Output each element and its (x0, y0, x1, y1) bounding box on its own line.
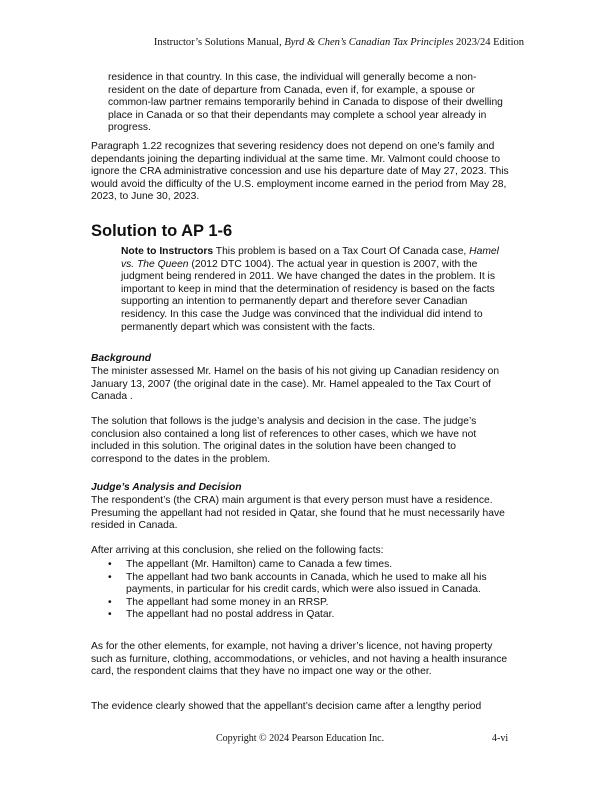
list-item: • The appellant had two bank accounts in Canada, which he used to make all his payments, in particular for his credit cards, which were also issued in Canada. (108, 572, 510, 597)
header-book-title: Byrd & Chen’s Canadian Tax Principles (284, 37, 454, 48)
header-prefix: Instructor’s Solutions Manual, (153, 37, 285, 48)
continued-quote: residence in that country. In this case, the individual will generally become a non-resident on the date of departure from Canada, even if, for example, a spouse or common-law partner remains temporarily behind in Canada to dispose of their dwelling place in Canada or so that their dependants may complete a school year already in progress. (108, 72, 503, 134)
analysis-paragraph-3: As for the other elements, for example, not having a driver’s licence, not having property such as furniture, clothing, accommodations, or vehicles, and not having a health insurance card, the respondent claims that they have no impact one way or the other. (91, 641, 508, 678)
solution-title: Solution to AP 1-6 (91, 222, 233, 240)
analysis-paragraph-1: The respondent’s (the CRA) main argument is that every person must have a residence. Presuming the appellant had not resided in Qatar, she found that he must necessarily have resided in Canada. (91, 495, 505, 532)
analysis-paragraph-2: After arriving at this conclusion, she relied on the following facts: (91, 545, 384, 556)
header-suffix: 2023/24 Edition (453, 37, 524, 48)
list-item: • The appellant had no postal address in Qatar. (108, 609, 510, 622)
note-case-name: Hamel vs. The Queen (121, 246, 499, 270)
background-heading: Background (91, 353, 152, 364)
page-number: 4-vi (492, 733, 509, 744)
note-label: Note to Instructors (121, 246, 214, 257)
background-paragraph-1: The minister assessed Mr. Hamel on the basis of his not giving up Canadian residency on January 13, 2007 (the original date in the case). Mr. Hamel appealed to the Tax Court of Canada . (91, 366, 500, 403)
analysis-paragraph-4: The evidence clearly showed that the appellant’s decision came after a lengthy period (91, 701, 482, 712)
list-item: • The appellant (Mr. Hamilton) came to Canada a few times. (108, 559, 510, 572)
note-text-2: (2012 DTC 1004). The actual year in question is 2007, with the judgment being rendered in 2011. We have changed the dates in the problem. It is important to keep in mind that the determination of residency is based on the facts supporting an intention to permanently depart and therefore sever Canadian residency. In this case the Judge was convinced that the individual did intend to permanently depart which was consistent with the facts. (121, 258, 495, 333)
facts-list (108, 559, 510, 622)
running-header (154, 37, 524, 48)
copyright-notice: Copyright © 2024 Pearson Education Inc. (216, 733, 385, 744)
analysis-heading: Judge’s Analysis and Decision (91, 482, 242, 493)
note-text-1: This problem is based on a Tax Court Of Canada case, (213, 246, 470, 257)
paragraph-residency: Paragraph 1.22 recognizes that severing residency does not depend on one’s family and dependants joining the departing individual at the same time. Mr. Valmont could choose to ignore the CRA administrative concession and use his departure date of May 27, 2023. This would avoid the difficulty of the U.S. employment income earned in the period from May 28, 2023, to June 30, 2023. (91, 141, 509, 203)
note-to-instructors (121, 246, 510, 334)
list-item: • The appellant had some money in an RRSP. (108, 597, 510, 610)
background-paragraph-2: The solution that follows is the judge’s analysis and decision in the case. The judge’s conclusion also contained a long list of references to other cases, which we have not included in this solution. The original dates in the solution have been changed to correspond to the dates in the problem. (91, 416, 477, 465)
